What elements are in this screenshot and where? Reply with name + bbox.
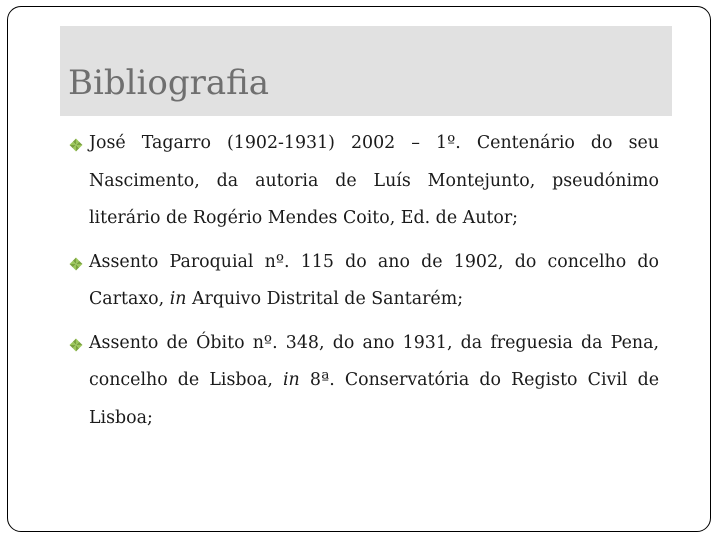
- bibliography-item-italic-text: in: [169, 289, 187, 309]
- four-leaf-diamond-bullet-icon: [68, 337, 84, 353]
- bibliography-list: [68, 125, 659, 443]
- bibliography-item-text: Arquivo Distrital de Santarém;: [186, 289, 464, 309]
- bibliography-item-1: [68, 125, 659, 238]
- bibliography-item-text: 8ª. Conservatória do Registo Civil de Lisboa;: [89, 370, 660, 428]
- bibliography-item-2: [68, 244, 659, 319]
- bibliography-item-text: Assento Paroquial nº. 115 do ano de 1902, do concelho do Cartaxo,: [89, 251, 659, 309]
- bibliography-item-3: [68, 325, 659, 438]
- bibliography-item-italic-text: in: [282, 370, 300, 390]
- bibliography-item-text: José Tagarro (1902-1931) 2002 – 1º. Centenário do seu Nascimento, da autoria de Luís Montejunto, pseudónimo literário de Rogério Mendes Coito, Ed. de Autor;: [89, 133, 659, 228]
- title-bar: [60, 26, 672, 116]
- four-leaf-diamond-bullet-icon: [68, 137, 84, 153]
- slide-title: Bibliografia: [68, 63, 270, 103]
- four-leaf-diamond-bullet-icon: [68, 256, 84, 272]
- bibliography-item-text: Assento de Óbito nº. 348, do ano 1931, da freguesia da Pena, concelho de Lisboa,: [89, 332, 659, 390]
